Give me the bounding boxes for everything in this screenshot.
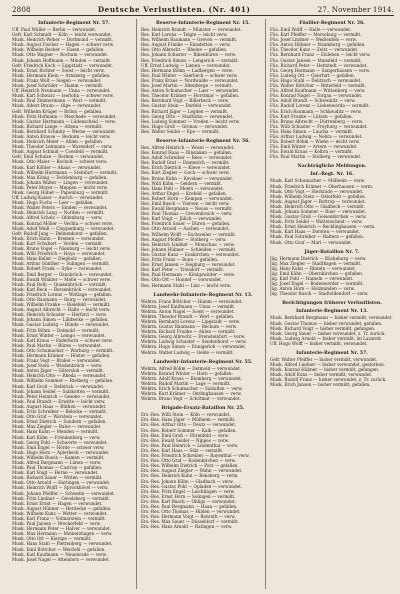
- list-entry: Res. Bernhard Vogt — Billerbeck — verw.: [141, 98, 230, 104]
- list-entry: Musk. Konrad Hübner — bisher vermißt, gefangen.: [270, 367, 380, 373]
- list-entry: Musk. Richard Lange — Altena — vermißt.: [12, 123, 103, 129]
- section-heading: Reserve-Infanterie-Regiment Nr. 56.: [156, 138, 250, 144]
- column-2: [141, 19, 266, 589]
- list-entry: Ers.-Res. Karl Busch — Ohligs — verwundet.: [141, 498, 236, 504]
- list-entry: Musk. Otto Arnold — Hattingen — verwundet.: [12, 480, 111, 486]
- list-entry: Res. Johann Schuster — Ibbenbüren — verw.: [141, 52, 237, 58]
- list-entry: Musk. Peter Heinrich — Geseke — verwundet.: [12, 393, 111, 399]
- list-entry: Musk. Karl Voigt — Herne — verwundet.: [12, 470, 99, 476]
- list-entry: Musk. Hermann Peter — Halver — verwundet.: [12, 526, 111, 532]
- list-entry: Musk. Kurt Schubert — Verden — vermißt.: [12, 240, 104, 246]
- list-entry: Musk. Georg Huber — Papenburg — vermißt.: [12, 190, 109, 195]
- list-entry: Res. Paul Hermann — Königswinter — verw.: [141, 272, 236, 278]
- list-entry: Res. Franz Kraus — Nordwalde — verwundet.: [141, 77, 239, 83]
- list-entry: Musk. Ernst Dietrich — Sundern — gefallen.: [12, 419, 107, 425]
- list-entry: Musk. Franz Vogt — Brakel — verwundet.: [12, 358, 102, 364]
- list-entry: Ers.-Res. Arthur Otto — Deutz — verwundet.: [141, 422, 237, 428]
- list-entry: Musk. Wilhelm Sommer — Rietberg — gefallen.: [12, 378, 114, 384]
- list-entry: Ers.-Res. Friedrich Schreiber — Bayenthal — verw.: [141, 453, 250, 459]
- list-entry: Musk. Fritz Schreiber — Belecke — vermißt.: [12, 409, 108, 415]
- list-entry: Musk. Josef Nagel — Attendorn — verwundet.: [12, 556, 110, 562]
- list-entry: Musk. Heinrich Lang — Norden — vermißt.: [12, 210, 105, 216]
- list-entry: Musk. Johann Sommer — Buer — verwundet.: [270, 209, 367, 214]
- list-entry: Gefr. Friedrich Koch — Lippstadt — verwundet.: [12, 62, 114, 68]
- list-entry: Res. Gustav Kunz — Euskirchen — verwundet.: [141, 251, 240, 257]
- list-entry: Musk. Max König — Tecklenburg — gefallen.: [12, 174, 108, 180]
- list-entry: Füs. Bernhard Franz — Eisleben — leicht verw.: [270, 52, 371, 58]
- list-entry: Res. Robert Horn — Kempen — verwundet.: [141, 195, 234, 201]
- column-heading: Reserve-Infanterie-Regiment Nr. 15.: [156, 21, 250, 26]
- list-entry: Musk. Karl Groß — Delbrück — verwundet.: [12, 383, 105, 389]
- list-entry: Ers.-Res. Willi Stein — Köln — verwundet.: [141, 412, 231, 418]
- list-entry: Musk. Walter Peters — Emden — verwundet.: [12, 205, 108, 211]
- section-heading: Infanterie-Regiment Nr. 57.: [296, 350, 368, 356]
- list-entry: Ers.-Res. Karl Haas — Sülz — vermißt.: [141, 447, 224, 453]
- list-entry: Res. Anton Schumacher — Laer — verwundet.: [141, 88, 240, 94]
- column-1: [12, 19, 137, 589]
- list-entry: Musk. Gustav Hartmann — Lüdenscheid — verw.: [12, 118, 117, 124]
- list-entry: Musk. Fritz Seidel — Wattenscheid — verw.: [270, 219, 363, 225]
- list-entry: Musk. Johann Pfeiffer — Schwelm — verwundet.: [12, 490, 116, 496]
- list-entry: Ers.-Res. Gustav Pohl — Opladen — verwundet.: [141, 483, 243, 489]
- list-entry: Füs. Josef Lindner — Weißenfels — verw.: [270, 37, 358, 43]
- list-entry: Res. Gustav Stein — Darfeld — verwundet.: [141, 103, 233, 109]
- list-entry: Musk. Karl Beck — Bersenbrück — verwundet.: [12, 286, 112, 292]
- list-entry: Füs. Konrad Nagel — Torgau — verwundet.: [270, 93, 363, 99]
- list-entry: Musk. Erich Jansen — bisher vermißt, gefallen.: [270, 382, 371, 388]
- list-entry: Füs. Erich Baumann — Schkeuditz — verw.: [270, 108, 362, 114]
- list-entry: Füs. Ewald Kraus — Kelbra — vermißt.: [270, 149, 354, 155]
- list-entry: Res. Georg Otto — Stadtlohn — verwundet.: [141, 113, 234, 119]
- list-entry: Musk. Fritz Böhm — Detmold — vermißt.: [12, 327, 100, 333]
- list-entry: Füs. Gustav Jansen — Mansfeld — vermißt.: [270, 57, 363, 63]
- list-entry: Musk. August Fischer — Hagen — schwer verw.: [12, 42, 115, 48]
- list-entry: Füs. Georg Hermann — Sangerhausen — verw.: [270, 67, 371, 73]
- list-entry: Res. Heinrich Brandt — Münster — verwundet.: [141, 27, 242, 32]
- list-entry: Musk. Anton Jäger — Gütersloh — vermißt.: [12, 368, 105, 374]
- list-entry: Musk. Wilhelm Kunz — Wetter — verwundet.: [12, 510, 108, 516]
- list-entry: Ers.-Res. Fritz Engel — Leichlingen — verw.: [141, 488, 235, 494]
- list-entry: Ers.-Res. Otto Graf — Rodenkirchen — verw.: [141, 458, 237, 464]
- list-entry: Wehrm. Hugo Simon — Ennigerloh — verwundet.: [141, 344, 247, 350]
- list-entry: Musk. Robert Frank — Syke — verwundet.: [12, 266, 103, 272]
- list-entry: Musk. Anton Krause — Beckum — leicht verw.: [12, 133, 111, 139]
- list-entry: Musk. Paul Martin — Büren — verwundet.: [12, 342, 102, 348]
- list-entry: Musk. Gustav Groß — Gelsenkirchen — verw.: [270, 214, 367, 220]
- list-entry: Musk. Hugo Fuchs — Leer — gefallen.: [12, 200, 94, 206]
- list-entry: Jäg. Emil Kühn — Obernkirchen — gefallen.: [270, 270, 364, 276]
- list-entry: Musk. Adolf Kunz — bisher vermißt, verwundet.: [270, 372, 373, 378]
- list-entry: Wehrm. Konrad Winter — Horn — gefallen.: [141, 370, 233, 376]
- list-entry: Res. Emil Busch — Viersen — leicht verw.: [141, 201, 230, 206]
- list-entry: [141, 355, 265, 358]
- list-entry: Füs. Richard Peter — Hettstedt — verwundet.: [270, 62, 368, 68]
- page-title: [98, 5, 251, 14]
- list-entry: Ers.-Res. Paul Bergmann — Haan — gefallen.: [141, 503, 238, 509]
- list-entry: Musk. Adolf Weiß — Cloppenburg — verwundet.: [12, 225, 115, 231]
- list-entry: Musk. Wilhelm Franke — Bielefeld — vermißt.: [12, 302, 111, 308]
- list-entry: Wehrm. Kurt Krämer — Oerlinghausen — verw.: [141, 391, 242, 397]
- list-entry: Ers.-Res. Hans Jäger — Mülheim — vermißt.: [141, 417, 236, 423]
- list-entry: Musk. Fritz Lindner — Gevelsberg — vermißt.: [12, 495, 111, 501]
- list-entry: Musk. Paul Schreiber — Haltern — gefallen.: [270, 234, 365, 240]
- list-entry: Wehrm. Walter Ludwig — Oelde — vermißt.: [141, 349, 234, 355]
- list-entry: Uff. Heinrich Neumann — Unna — verwundet.: [12, 88, 111, 94]
- list-entry: Musk. Karl Köhler — Ahaus — verwundet.: [12, 164, 102, 170]
- list-entry: Res. Wilhelm Wolff — Eschweiler — vermißt.: [141, 231, 237, 237]
- list-entry: Musk. Otto Vogt — Sterkrade — verwundet.: [270, 188, 364, 194]
- list-entry: Res. Karl Lorenz — Telgte — leicht verw.: [141, 32, 228, 38]
- list-entry: Wehrm. Adolf Kraus — Blomberg — verwundet.: [141, 375, 243, 381]
- list-entry: Füs. Hugo Stahl — Delitzsch — verwundet.: [270, 77, 362, 83]
- list-entry: Musk. Georg Pohl — Schwerte — verwundet.: [12, 439, 108, 445]
- list-entry: Wehrm. Josef Kaufmann — Unna — vermißt.: [141, 303, 236, 309]
- list-entry: Füs. Emil Wolff — Halle — verwundet.: [270, 27, 352, 32]
- list-entry: [141, 401, 265, 404]
- list-entry: Musk. Alfred Bergmann — Lünen — verw.: [12, 459, 102, 465]
- list-entry: Füs. Theodor Kunz — Zeitz — verwundet.: [270, 47, 359, 53]
- list-entry: Ers.-Res. Emil Groß — Ehrenfeld — verw.: [141, 432, 230, 438]
- list-entry: Musk. Johann Hoffmann — Minden — vermißt.: [12, 57, 112, 63]
- list-entry: Musk. August Schmid — Coesfeld — vermißt.: [12, 149, 109, 155]
- list-entry: Musk. Otto Graf — Marl — verwundet.: [270, 239, 353, 245]
- list-entry: Wehrm. Bruno Vogt — Schötmar — verwundet.: [141, 396, 241, 402]
- list-entry: Wehrm. Alfred Böhm — Detmold — verwundet.: [141, 365, 242, 371]
- list-entry: Ers.-Res. Heinrich Kuhn — Bensberg — verm.: [141, 473, 239, 479]
- list-entry: Musk. Hans Kuhn — Menden — vermißt.: [12, 429, 99, 435]
- list-entry: Res. Kurt Ziegler — Goch — schwer verw.: [141, 170, 230, 176]
- list-entry: Musk. Fritz Hofmann — Meschede — verwundet.: [12, 113, 117, 119]
- section-heading: Berichtigungen früherer Verlustlisten.: [282, 301, 382, 307]
- list-entry: Musk. Paul Thomas — Castrop — gefallen.: [12, 465, 103, 471]
- list-entry: Jäg. Hermann Dietrich — Bückeburg — verw.: [270, 255, 367, 261]
- list-entry: Wehrm. Gustav Baumann — Beckum — verw.: [141, 324, 238, 330]
- list-entry: Musk. Paul Roth — Quakenbrück — vermißt.: [12, 281, 108, 287]
- list-entry: Uff. Ludwig Kaiser — Aurich — verwundet.: [12, 195, 104, 201]
- list-entry: [141, 288, 265, 291]
- list-entry: Res. Johann Hübner — Schleiden — vermißt.: [141, 246, 237, 252]
- list-entry: Jäg. Max Ziegler — Stadthagen — vermißt.: [270, 260, 362, 266]
- publication-title: Deutsche Verlustlisten.: [97, 5, 206, 14]
- list-entry: Füs. Paul Martin — Stolberg — verwundet.: [270, 154, 362, 160]
- list-entry: Uff. Hugo Wolff — bisher vermißt, verwundet.: [270, 340, 368, 346]
- list-entry: Musk. Friedrich Lorenz — Wittlage — gefallen.: [12, 291, 113, 297]
- list-entry: Musk. Emil Böttcher — Werdohl — gefallen.: [12, 546, 106, 552]
- list-entry: Musk. Karl Kaufmann — Neuenrade — verw.: [12, 551, 107, 557]
- list-entry: Musk. Max Ziegler — Balve — verwundet.: [12, 424, 102, 430]
- list-entry: Füs. Arthur Ludwig — Nebra — verwundet.: [270, 133, 363, 139]
- list-entry: Res. August Franke — Emsdetten — verw.: [141, 42, 231, 48]
- list-entry: Musk. Konrad Möller — Vechta — schwer verw.: [12, 220, 113, 226]
- list-entry: Musk. Willi Friedrich — Hoya — verwundet.: [12, 251, 106, 257]
- page-number: 2808: [12, 5, 31, 14]
- list-entry: Musk. Heinrich Meier — Ahlen — gefallen.: [12, 139, 104, 145]
- list-entry: Musk. Alfred Lindner — bisher verwundet, gestorben.: [270, 362, 385, 368]
- list-entry: [141, 134, 265, 137]
- list-entry: Res. Karl Voigt — Jülich — verwundet.: [141, 216, 223, 222]
- list-entry: Ers.-Res. Hermann Voigt — Benrath — verw.: [141, 514, 236, 520]
- list-entry: Musk. Otto Maier — Bocholt — schwer verw.: [12, 159, 108, 165]
- list-entry: Jäg. Anton Horn — Holzminden — verw.: [270, 286, 355, 292]
- list-entry: Musk. Bernhard Schmitz — Werne — verwundet.: [12, 128, 117, 134]
- list-entry: [270, 245, 394, 248]
- list-entry: Musk. Heinrich Wolff — Sprockhövel — verw.: [12, 485, 109, 491]
- list-entry: Res. Josef Martin — Altenberge — vermißt.: [141, 83, 233, 89]
- list-entry: [270, 346, 394, 349]
- section-heading: Landwehr-Infanterie-Regiment Nr. 13.: [153, 292, 253, 298]
- list-entry: Musk. Hugo Horn — Aplerbeck — verwundet.: [12, 449, 110, 455]
- list-entry: Musk. August Albrecht — Halle — leicht verw.: [12, 307, 111, 313]
- column-heading: Füsilier-Regiment Nr. 36.: [299, 21, 365, 26]
- list-entry: Wehrm. Rudolf Martin — Lage — vermißt.: [141, 380, 231, 386]
- list-entry: Ers.-Res. Wilhelm Dietrich — Porz — gefallen.: [141, 463, 239, 469]
- list-entry: Jäg. Theodor Busch — Stadtoldendorf — verw.: [270, 291, 369, 297]
- list-entry: Res. Paul Winter — Saerbeck — schwer verw.: [141, 72, 238, 78]
- list-entry: Musk. Richard Sauer — Witten — vermißt.: [12, 475, 103, 481]
- list-entry: Res. Wilhelm Baumann — Greven — vermißt.: [141, 37, 238, 43]
- list-entry: Musk. Johann Seidel — Salzkotten — vermißt.: [12, 388, 110, 394]
- list-entry: Musk. Theodor Lehmann — Warendorf — verw.: [12, 144, 113, 150]
- list-entry: Füs. Hans Simon — Laucha — vermißt.: [270, 128, 354, 134]
- list-entry: Musk. Heinrich Schuster — Herford — verw.: [12, 312, 107, 318]
- section-heading: Brigade-Ersatz-Bataillon Nr. 25.: [161, 406, 245, 412]
- list-entry: Musk. Karl Schwarz — Iserlohn — schwer verw.: [12, 93, 114, 99]
- list-entry: Musk. Karl Kühn — Fröndenberg — verw.: [12, 434, 101, 440]
- list-entry: Füs. Alfred Kaufmann — Wittenberg — verw.: [270, 88, 366, 94]
- list-entry: Wehrm. Bernhard Lorenz — Lippstadt — verw.: [141, 318, 241, 324]
- list-entry: Res. Willi Kühn — Geldern — vermißt.: [141, 180, 223, 186]
- list-entry: Wehrm. Ludwig Schuster — Sendenhorst — verw.: [141, 339, 247, 345]
- list-entry: Res. Rudolf Graf — Emmerich — vermißt.: [141, 160, 230, 166]
- list-entry: Musk. Richard Voigt — bisher vermißt, gefangen.: [270, 325, 376, 331]
- list-entry: Gefr. Emil Schulze — Borken — verwundet.: [12, 154, 105, 160]
- list-entry: Res. Friedrich Sauer — Düren — gefallen.: [141, 221, 231, 227]
- list-entry: Musk. Arthur Günther — Sulingen — vermißt.: [12, 261, 110, 267]
- list-entry: Musk. Hermann Klein — Arnsberg — gefallen.: [12, 72, 111, 78]
- list-entry: Wehrm. Erich Schumacher — Salzuflen — verw.: [141, 386, 243, 391]
- list-entry: Füs. Bruno Albrecht — Dürrenberg — verw.: [270, 118, 364, 124]
- list-entry: Ers.-Res. Ernst Horn — Solingen — vermißt.: [141, 493, 236, 499]
- list-entry: Res. Hermann Stahl — Linz — leicht verw.: [141, 282, 232, 288]
- list-entry: Füs. Walter Böttcher — Bitterfeld — vermißt.: [270, 83, 367, 89]
- list-entry: Musk. Karl Kraus — Paderborn — schwer verw.: [12, 337, 113, 343]
- list-entry: Musk. August Haas — Rüthen — verwundet.: [12, 403, 107, 409]
- list-entry: Ers.-Res. August Ziegler — Wahn — verwundet.: [141, 468, 243, 474]
- list-entry: Musk. Johann Simon — Lübbecke — gefallen.: [12, 317, 109, 323]
- list-entry: Res. Paul Thomas — Grevenbroich — verw.: [141, 211, 233, 217]
- list-entry: Musk. Emil Berger — Osnabrück — verwundet.: [12, 271, 113, 277]
- list-entry: Musk. Paul Brandt — Erwitte — leicht verw.: [12, 398, 106, 404]
- list-entry: Musk. Otto Graf — Warstein — verwundet.: [12, 414, 103, 420]
- list-entry: Musk. Gustav Ludwig — Bünde — verwundet.: [12, 322, 110, 328]
- list-entry: Wehrm. Franz Böttcher — Hamm — verwundet.: [141, 298, 243, 304]
- list-entry: Res. Hermann Böhm — Ladbergen — verw.: [141, 67, 233, 73]
- section-heading: Landwehr-Infanterie-Regiment Nr. 55.: [153, 359, 253, 365]
- list-entry: [270, 296, 394, 299]
- list-entry: Res. Arthur Engel — Krefeld — gefallen.: [141, 190, 227, 196]
- list-entry: Füs. Rudolf Lorenz — Liebenwerda — vermißt.: [270, 103, 370, 109]
- list-entry: Res. Theodor Krämer — Horstmar — gefallen.: [141, 93, 240, 99]
- list-entry: Musk. Erich Hahn — Bremen — verwundet.: [12, 235, 106, 241]
- publication-date: 27. November 1914.: [317, 5, 394, 14]
- list-entry: Füs. Willi Schuster — Freyburg — verwundet.: [270, 123, 368, 129]
- list-entry: Musk. Bruno Vogel — Nienburg — leicht verw.: [12, 246, 111, 252]
- list-entry: Musk. Wilhelm Becker — Essen — gefallen.: [12, 47, 105, 53]
- list-entry: Musk. Otto Ott — Kierspe — vermißt.: [12, 536, 92, 542]
- list-entry: Musk. Otto Schumacher — Warburg — vermißt.: [12, 347, 114, 353]
- list-entry: Ers.-Res. Johann Kühn — Gladbach — verw.: [141, 478, 234, 484]
- list-entry: Wehrm. Georg Albrecht — Drensteinfurt — verw.: [141, 334, 246, 340]
- list-entry: Res. Walter Seidel — Epe — vermißt.: [141, 128, 220, 134]
- list-entry: Musk. Peter Mayer — Meppen — leicht verw.: [12, 184, 109, 190]
- list-entry: Musk. Karl Schumacher — Mülheim — verw.: [270, 178, 365, 184]
- list-entry: Musk. Otto Wagner — Bochum — verwundet.: [12, 52, 109, 58]
- list-entry: Res. Hans Pohl — Moers — verwundet.: [141, 185, 225, 191]
- list-entry: Musk. Ernst Winter — Lemgo — verwundet.: [12, 332, 106, 338]
- list-entry: Res. Hugo Groß — Gronau — verwundet.: [141, 123, 229, 129]
- list-entry: Musk. Georg Sauer — bisher verwundet, z. Tr. zurück.: [270, 330, 386, 336]
- list-entry: Musk. Ewald Winkler — Melle — schwer verw.: [12, 276, 111, 282]
- list-entry: Füs. Robert Böhm — Wiehe — leicht verw.: [270, 139, 360, 145]
- list-entry: Musk. August Jäger — Bottrop — verwundet.: [270, 198, 366, 204]
- list-entry: Füs. Anton Hübner — Naumburg — gefallen.: [270, 42, 366, 48]
- list-entry: [270, 159, 394, 162]
- list-entry: Musk. Hans Stahl — Plettenberg — verwundet.: [12, 541, 113, 547]
- list-entry: Res. Erich Dietrich — Kleve — verwundet.: [141, 165, 231, 171]
- section-heading: Inf.-Regt. Nr. 16.: [310, 172, 354, 178]
- list-entry: Jäg. Josef Engel — Bodenwerder — vermißt.: [270, 281, 364, 287]
- list-entry: Füs. Ludwig Ott — Querfurt — gefallen.: [270, 72, 355, 78]
- list-entry: Musk. Emil Engel — Hörde — schwer verw.: [12, 444, 105, 450]
- list-entry: Füs. Adolf Brandt — Schweinitz — verw.: [270, 98, 356, 104]
- list-entry: Gefr. Rudolf Jung — Delmenhorst — gefallen.: [12, 230, 109, 236]
- list-entry: Musk. August Hübner — Herdecke — gefallen.: [12, 505, 112, 511]
- list-entry: Gefr. Wilhelm Krüger — Brilon — gefallen.: [12, 108, 103, 114]
- list-entry: Res. Friedrich Simon — Lengerich — vermißt.: [141, 57, 240, 63]
- list-entry: Musk. Gustav Thomas — bisher verwundet, gefallen.: [270, 320, 383, 326]
- list-entry: Jäg. Karl Pohl — Hameln — verwundet.: [270, 276, 354, 282]
- list-entry: Musk. Heinrich Otto — Rheda — verwundet.: [12, 373, 107, 379]
- list-entry: Musk. Paul Zimmermann — Werl — vermißt.: [12, 98, 107, 104]
- list-entry: Ers.-Res. Hans Arnold — Ratingen — verw.: [141, 524, 233, 530]
- list-entry: Musk. Hermann Krämer — Höxter — gefallen.: [12, 353, 111, 358]
- list-entry: Res. Otto Albrecht — Rheine — gefallen.: [141, 47, 228, 53]
- list-entry: Füs. Kurt Franke — Lützen — gefallen.: [270, 113, 353, 119]
- section-heading: Jäger-Bataillon Nr. 7.: [304, 249, 360, 255]
- list-entry: Wehrm. Richard Franke — Ahlen — vermißt.: [141, 329, 236, 335]
- section-heading: Infanterie-Regiment Nr. 13.: [296, 309, 368, 315]
- list-entry: Res. Otto Ott — Honnef — verwundet.: [141, 277, 223, 283]
- section-heading: Nachträgliche Meldungen.: [297, 164, 367, 170]
- list-entry: Musk. Rudolf Franz — bisher verwundet, z. Tr. zurück.: [270, 377, 387, 383]
- list-entry: Musk. Josef Stein — Wiedenbrück — verw.: [12, 363, 103, 369]
- list-entry: Uff. Ernst Ludwig — Lienen — verwundet.: [141, 62, 231, 68]
- column-3: [270, 19, 394, 589]
- list-entry: Füs. Emil Winter — Artern — verwundet.: [270, 144, 358, 150]
- list-entry: Res. Fritz Franz — Bonn — gefallen.: [141, 257, 219, 263]
- list-entry: Gefr. Walter Pfeiffer — bisher vermißt, verwundet.: [270, 356, 378, 362]
- list-entry: Res. Ewald Bergmann — Neuss — vermißt.: [141, 206, 233, 212]
- list-entry: Res. Ernst Jansen — Siegburg — verwundet.: [141, 262, 236, 268]
- list-entry: Musk. Wilhelm Herrmann — Steinfurt — vermißt.: [12, 169, 118, 175]
- list-entry: Musk. Johann Walter — Lingen — verwundet.: [12, 179, 109, 185]
- list-entry: Musk. Ernst Ernst — Hagen — verwundet.: [12, 500, 103, 506]
- list-entry: Ers.-Res. Otto Thomas — Hilden — verwundet.: [141, 509, 241, 515]
- list-entry: Musk. Josef Schröder — Hamm — vermißt.: [12, 83, 104, 89]
- list-entry: Musk. Paul Jansen — Breckerfeld — verw.: [12, 521, 101, 527]
- list-entry: Musk. Friedrich Krämer — Oberhausen — verm.: [270, 183, 374, 189]
- list-entry: Musk. Ernst Heinrich — Recklinghausen — verm.: [270, 224, 376, 230]
- columns-container: [12, 19, 394, 589]
- list-entry: Musk. Alfred Scholz — Oldenburg — verw.: [12, 215, 103, 221]
- list-entry: Musk. Karl Haas — Dorsten — verwundet.: [270, 229, 361, 235]
- column-heading: Infanterie-Regiment Nr. 57.: [38, 21, 110, 26]
- list-entry: Res. Otto Arnold — Aachen — verwundet.: [141, 226, 230, 232]
- list-entry: Res. Karl Peter — Troisdorf — vermißt.: [141, 267, 225, 273]
- list-entry: Ers.-Res. Robert Sommer — Kalk — gefallen.: [141, 427, 237, 433]
- list-entry: Jäg. Hans Kuhn — Rinteln — verwundet.: [270, 265, 357, 271]
- list-entry: Wehrm. Theodor Brandt — Werl — gefallen.: [141, 313, 235, 319]
- list-entry: Res. Alfred Heinrich — Wesel — verwundet.: [141, 144, 235, 150]
- list-entry: Musk. Karl Franz — Volmarstein — vermißt.: [12, 516, 106, 521]
- list-entry: Musk. Otto Baumann — Iburg — verwundet.: [12, 296, 107, 302]
- list-entry: Musk. Heinrich Weber — Dortmund — vermißt.: [12, 37, 114, 43]
- list-entry: Musk. Wilhelm Busch — Kamen — vermißt.: [12, 454, 105, 460]
- list-entry: Res. Bruno Kuhn — Kevelaer — verwundet.: [141, 175, 234, 181]
- list-entry: Musk. Wilhelm Stein — Osterfeld — gefallen.: [270, 193, 367, 199]
- list-entry: Res. Heinrich Lindner — Monschau — verw.: [141, 241, 235, 247]
- list-entry: Wehrm. Anton Nagel — Soest — verwundet.: [141, 308, 235, 314]
- list-entry: Musk. Ernst Richter — Soest — leicht verw.: [12, 67, 105, 73]
- list-entry: Musk. Franz Wolf — Siegen — verwundet.: [12, 77, 102, 83]
- list-entry: Füs. Karl Pfeiffer — Merseburg — vermißt.: [270, 32, 362, 38]
- list-entry: Musk. Ludwig Arnold — bisher vermißt, im Lazarett.: [270, 335, 383, 341]
- list-entry: Musk. Bernhard Bergmann — bisher vermißt, verwundet.: [270, 315, 393, 321]
- list-entry: Musk. Albert Braun — Olpe — verwundet.: [12, 103, 102, 109]
- list-entry: Res. Adolf Schreiber — Rees — verwundet.: [141, 155, 233, 161]
- list-entry: Uff. Paul Müller — Berlin — verwundet.: [12, 27, 97, 32]
- list-entry: Ers.-Res. Ewald Seidel — Nippes — verw.: [141, 437, 230, 443]
- list-entry: Gefr. Karl Schmidt — Köln — leicht verwundet.: [12, 32, 112, 38]
- page-header: [12, 4, 394, 16]
- list-entry: Ers.-Res. Paul Heinrich — Lindenthal — verw.: [141, 442, 239, 448]
- list-entry: Res. Richard Jäger — Legden — vermißt.: [141, 108, 229, 114]
- list-entry: Musk. Heinrich Otto — Gladbeck — vermißt.: [270, 203, 366, 209]
- list-entry: Musk. Max Hermann — Meinerzhagen — verw.: [12, 531, 113, 537]
- list-entry: Res. Ludwig Sommer — Vreden — leicht verw.: [141, 118, 240, 124]
- issue-number: (Nr. 401): [208, 5, 251, 14]
- list-entry: Ers.-Res. Max Sauer — Düsseldorf — vermißt.: [141, 519, 240, 525]
- list-entry: Musk. Hans Keller — Diepholz — gefallen.: [12, 256, 103, 262]
- list-entry: Res. Konrad Haas — Dinslaken — gefallen.: [141, 150, 233, 156]
- list-entry: Res. August Pfeiffer — Stolberg — verw.: [141, 236, 227, 242]
